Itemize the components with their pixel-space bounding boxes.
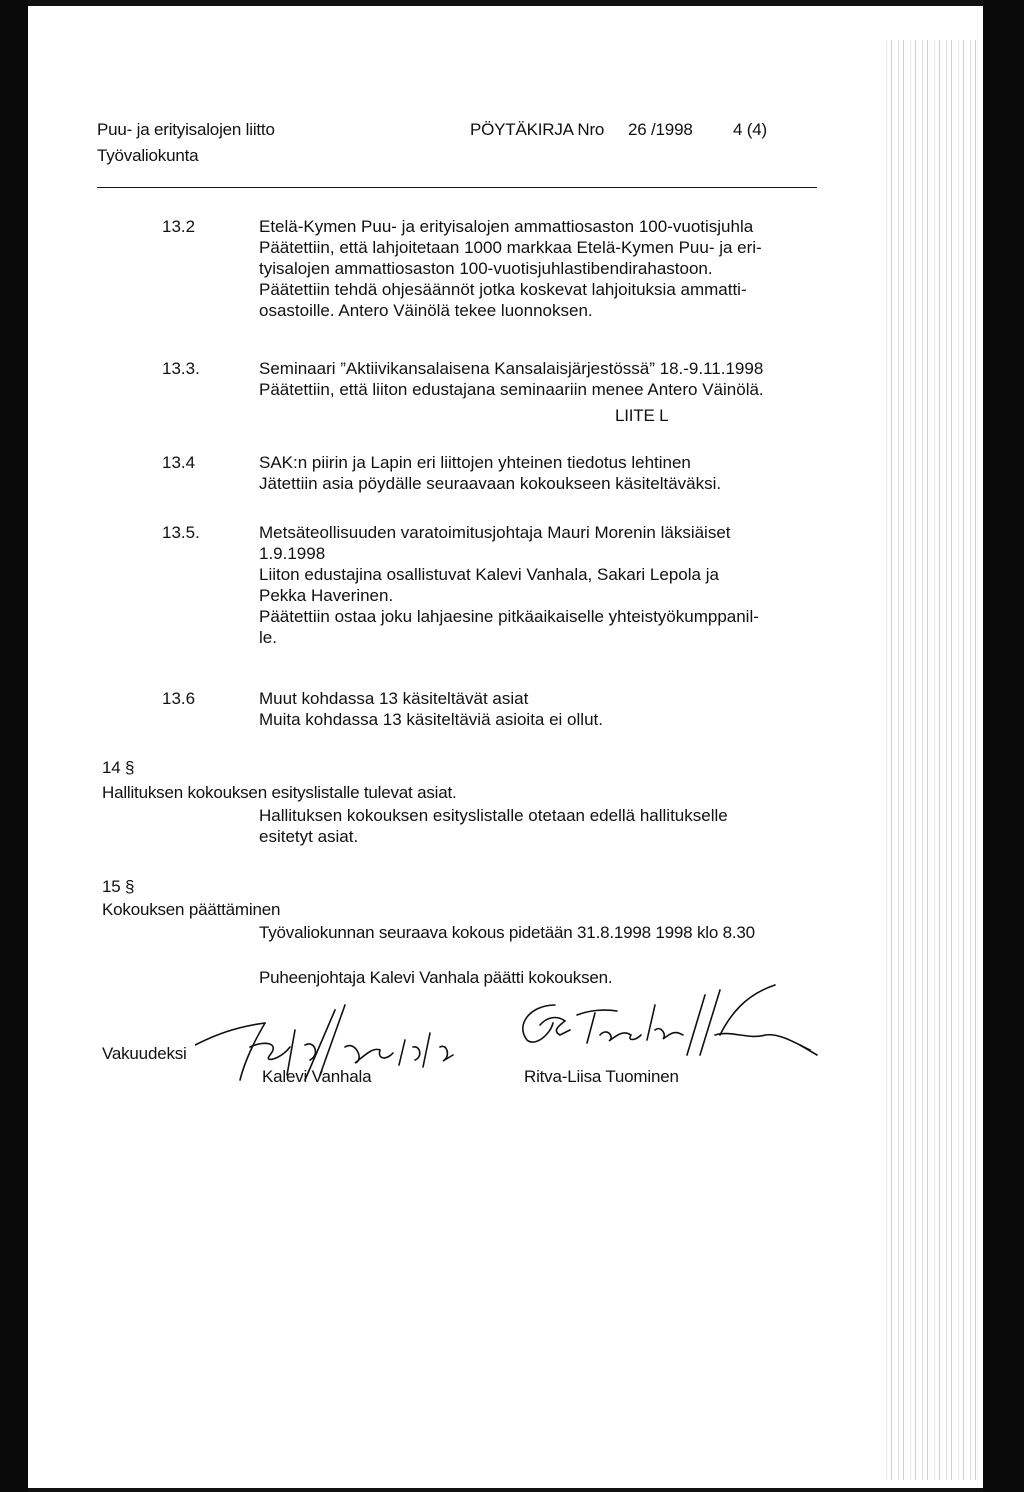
item-line: Jätettiin asia pöydälle seuraavaan kokoukseen käsiteltäväksi. [259, 474, 722, 493]
header-divider [97, 187, 817, 188]
header-doc-title: PÖYTÄKIRJA Nro [470, 120, 605, 139]
attestation-label: Vakuudeksi [102, 1044, 187, 1063]
section-line: Hallituksen kokouksen esityslistalle otetaan edellä hallitukselle [259, 806, 728, 825]
item-number: 13.4 [162, 453, 196, 472]
item-number: 13.5. [162, 523, 200, 542]
item-line: Pekka Haverinen. [259, 586, 394, 605]
signer-name-1: Kalevi Vanhala [262, 1067, 372, 1086]
item-number: 13.6 [162, 689, 196, 708]
item-line: Etelä-Kymen Puu- ja erityisalojen ammattiosaston 100-vuotisjuhla [259, 217, 754, 236]
header-page-number: 4 (4) [733, 120, 767, 139]
item-line: Liiton edustajina osallistuvat Kalevi Vanhala, Sakari Lepola ja [259, 565, 719, 584]
scan-right-edge [983, 0, 1024, 1492]
section-number: 14 § [102, 758, 135, 777]
item-line: Muita kohdassa 13 käsiteltäviä asioita ei ollut. [259, 710, 603, 729]
header-committee: Työvaliokunta [97, 146, 199, 165]
signer-name-2: Ritva-Liisa Tuominen [524, 1067, 679, 1086]
item-line: 1.9.1998 [259, 544, 326, 563]
item-number: 13.3. [162, 359, 200, 378]
signature-kalevi-vanhala [195, 985, 485, 1085]
item-line: Päätettiin, että lahjoitetaan 1000 markkaa Etelä-Kymen Puu- ja eri- [259, 238, 762, 257]
item-line: Päätettiin ostaa joku lahjaesine pitkäaikaiselle yhteistyökumppanil- [259, 607, 759, 626]
header-doc-number: 26 /1998 [628, 120, 693, 139]
item-text [259, 358, 819, 400]
section-title: Hallituksen kokouksen esityslistalle tulevat asiat. [102, 783, 457, 802]
scan-left-edge [0, 0, 28, 1492]
item-line: tyisalojen ammattiosaston 100-vuotisjuhlastibendirahastoon. [259, 259, 713, 278]
item-text [259, 216, 819, 321]
item-line: Päätettiin tehdä ohjesäännöt jotka koskevat lahjoituksia ammatti- [259, 280, 747, 299]
item-line: Metsäteollisuuden varatoimitusjohtaja Mauri Morenin läksiäiset [259, 523, 731, 542]
section-text [259, 805, 819, 847]
section-line: Työvaliokunnan seuraava kokous pidetään 31.8.1998 1998 klo 8.30 [259, 923, 755, 942]
item-line: Päätettiin, että liiton edustajana seminaariin menee Antero Väinölä. [259, 380, 764, 399]
item-line: Muut kohdassa 13 käsiteltävät asiat [259, 689, 529, 708]
section-number: 15 § [102, 877, 135, 896]
attachment-label: LIITE L [615, 406, 669, 425]
section-title: Kokouksen päättäminen [102, 900, 281, 919]
page-stack-edge [880, 40, 980, 1480]
item-number: 13.2 [162, 217, 196, 236]
signature-ritva-liisa-tuominen [505, 975, 825, 1085]
header-organization: Puu- ja erityisalojen liitto [97, 120, 275, 139]
item-line: osastoille. Antero Väinölä tekee luonnoksen. [259, 301, 593, 320]
section-line: Puheenjohtaja Kalevi Vanhala päätti kokouksen. [259, 968, 613, 987]
item-text [259, 688, 819, 730]
item-line: Seminaari ”Aktiivikansalaisena Kansalaisjärjestössä” 18.-9.11.1998 [259, 359, 764, 378]
item-line: SAK:n piirin ja Lapin eri liittojen yhteinen tiedotus lehtinen [259, 453, 691, 472]
item-line: le. [259, 628, 277, 647]
section-line: esitetyt asiat. [259, 827, 359, 846]
item-text [259, 522, 819, 648]
item-text [259, 452, 819, 494]
